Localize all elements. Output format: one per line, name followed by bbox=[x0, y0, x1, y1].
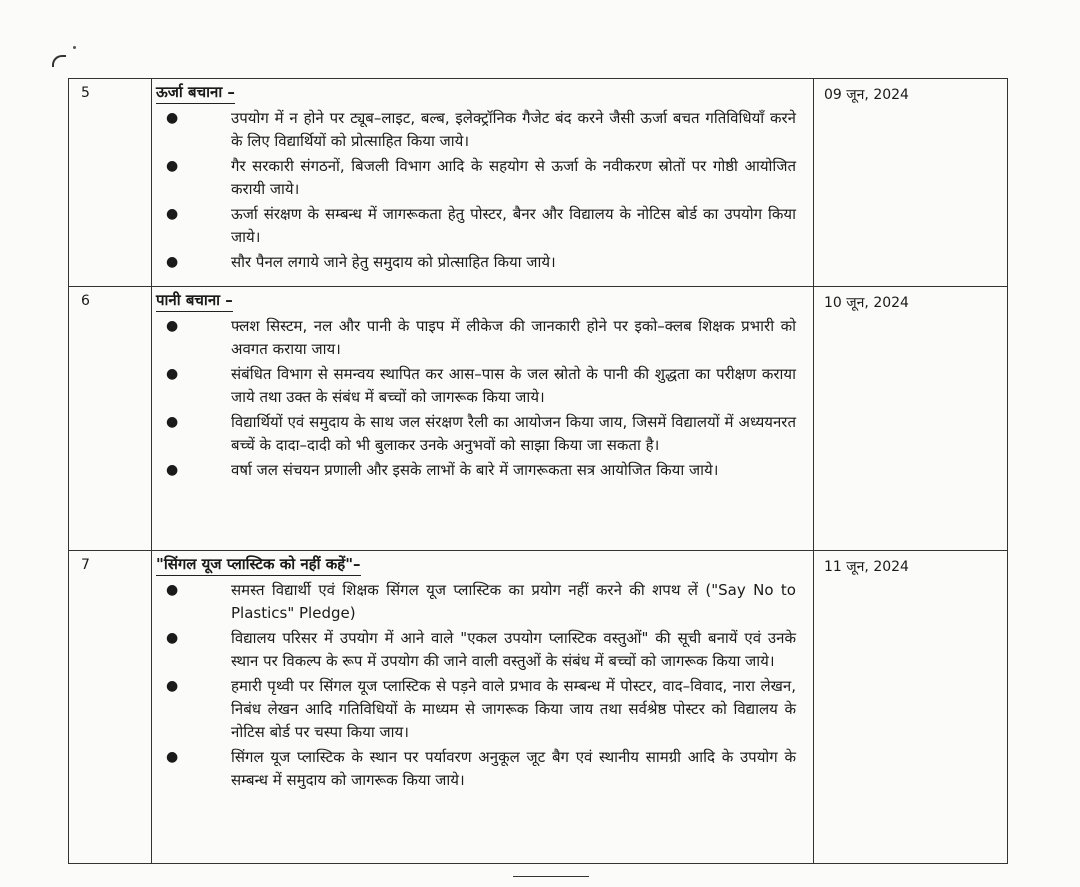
section-title: "सिंगल यूज प्लास्टिक को नहीं कहें"– bbox=[156, 553, 361, 576]
list-item bbox=[156, 459, 813, 482]
row-content bbox=[152, 551, 814, 864]
bullet-icon: ● bbox=[166, 254, 179, 270]
table-row bbox=[69, 551, 1008, 864]
bullet-list bbox=[156, 579, 813, 792]
list-item bbox=[156, 315, 813, 361]
row-number: 7 bbox=[69, 551, 152, 864]
row-number: 5 bbox=[69, 79, 152, 287]
row-date: 11 जून, 2024 bbox=[814, 551, 1008, 864]
list-item-text: सिंगल यूज प्लास्टिक के स्थान पर पर्यावरण अनुकूल जूट बैग एवं स्थानीय सामग्री आदि के उपयोग के सम्बन्ध में समुदाय को जागरूक किया जाये। bbox=[231, 748, 796, 789]
list-item bbox=[156, 675, 813, 744]
list-item bbox=[156, 251, 813, 274]
row-date: 09 जून, 2024 bbox=[814, 79, 1008, 287]
list-item-text: फ्लश सिस्टम, नल और पानी के पाइप में लीकेज की जानकारी होने पर इको–क्लब शिक्षक प्रभारी को अवगत कराया जाय। bbox=[231, 317, 796, 358]
bullet-icon: ● bbox=[166, 582, 179, 598]
list-item-text: सौर पैनल लगाये जाने हेतु समुदाय को प्रोत्साहित किया जाये। bbox=[231, 253, 556, 271]
bullet-icon: ● bbox=[166, 158, 179, 174]
bullet-icon: ● bbox=[166, 318, 179, 334]
list-item-text: वर्षा जल संचयन प्रणाली और इसके लाभों के बारे में जागरूकता सत्र आयोजित किया जाये। bbox=[231, 461, 719, 479]
row-content bbox=[152, 287, 814, 551]
list-item bbox=[156, 579, 813, 625]
bullet-list bbox=[156, 107, 813, 274]
list-item bbox=[156, 107, 813, 153]
bullet-icon: ● bbox=[166, 749, 179, 765]
list-item-text: उपयोग में न होने पर ट्यूब–लाइट, बल्ब, इलेक्ट्रॉनिक गैजेट बंद करने जैसी ऊर्जा बचत गतिविधियाँ करने के लिए विद्यार्थियों को प्रोत्साहित किया जाये। bbox=[231, 109, 796, 150]
dot-mark bbox=[73, 46, 76, 49]
row-number: 6 bbox=[69, 287, 152, 551]
section-title: ऊर्जा बचाना – bbox=[156, 81, 235, 104]
bullet-list bbox=[156, 315, 813, 482]
list-item-text: हमारी पृथ्वी पर सिंगल यूज प्लास्टिक से पड़ने वाले प्रभाव के सम्बन्ध में पोस्टर, वाद–विवाद, नारा लेखन, निबंध लेखन आदि गतिविधियों के माध्यम से जागरूक किया जाय तथा सर्वश्रेष्ठ पोस्टर को विद्यालय के नोटिस बोर्ड पर चस्पा किया जाय। bbox=[231, 677, 796, 741]
table-row bbox=[69, 79, 1008, 287]
list-item-text: संबंधित विभाग से समन्वय स्थापित कर आस–पास के जल स्रोतो के पानी की शुद्धता का परीक्षण कराया जाये तथा उक्त के संबंध में बच्चों को जागरूक किया जाये। bbox=[231, 365, 796, 406]
bullet-icon: ● bbox=[166, 366, 179, 382]
list-item-text: गैर सरकारी संगठनों, बिजली विभाग आदि के सहयोग से ऊर्जा के नवीकरण स्रोतों पर गोष्ठी आयोजित करायी जाये। bbox=[231, 157, 796, 198]
bullet-icon: ● bbox=[166, 630, 179, 646]
bullet-icon: ● bbox=[166, 414, 179, 430]
list-item bbox=[156, 203, 813, 249]
list-item bbox=[156, 746, 813, 792]
table-body bbox=[69, 79, 1008, 864]
list-item bbox=[156, 627, 813, 673]
list-item bbox=[156, 155, 813, 201]
activity-table bbox=[68, 78, 1008, 864]
list-item-text: ऊर्जा संरक्षण के सम्बन्ध में जागरूकता हेतु पोस्टर, बैनर और विद्यालय के नोटिस बोर्ड का उपयोग किया जाये। bbox=[231, 205, 796, 246]
section-title: पानी बचाना – bbox=[156, 289, 233, 312]
row-date: 10 जून, 2024 bbox=[814, 287, 1008, 551]
bullet-icon: ● bbox=[166, 462, 179, 478]
list-item bbox=[156, 363, 813, 409]
bullet-icon: ● bbox=[166, 678, 179, 694]
list-item-text: समस्त विद्यार्थी एवं शिक्षक सिंगल यूज प्लास्टिक का प्रयोग नहीं करने की शपथ लें ("Say No to Plastics" Pledge) bbox=[231, 581, 796, 622]
bottom-divider bbox=[513, 876, 589, 877]
list-item-text: विद्यालय परिसर में उपयोग में आने वाले "एकल उपयोग प्लास्टिक वस्तुओं" की सूची बनायें एवं उनके स्थान पर विकल्प के रूप में उपयोग की जाने वाली वस्तुओं के संबंध में बच्चों को जागरूक किया जाये। bbox=[231, 629, 796, 670]
table-row bbox=[69, 287, 1008, 551]
bullet-icon: ● bbox=[166, 206, 179, 222]
corner-mark bbox=[52, 55, 66, 67]
list-item-text: विद्यार्थियों एवं समुदाय के साथ जल संरक्षण रैली का आयोजन किया जाय, जिसमें विद्यालयों में अध्ययनरत बच्चें के दादा–दादी को भी बुलाकर उनके अनुभवों को साझा किया जा सकता है। bbox=[231, 413, 796, 454]
list-item bbox=[156, 411, 813, 457]
bullet-icon: ● bbox=[166, 110, 179, 126]
row-content bbox=[152, 79, 814, 287]
